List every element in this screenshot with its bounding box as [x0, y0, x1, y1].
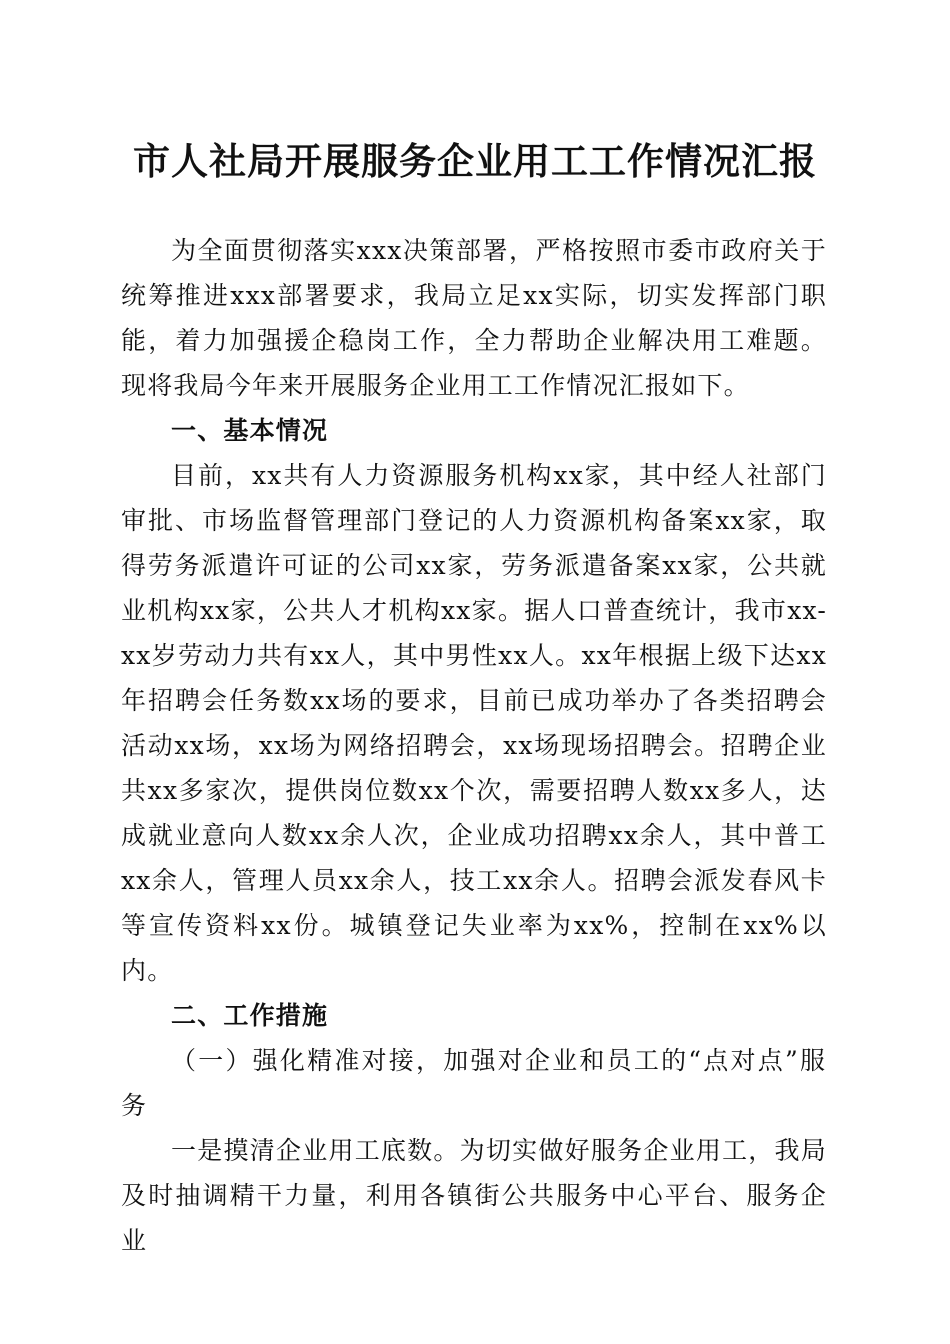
precise-docking-paragraph: 一是摸清企业用工底数。为切实做好服务企业用工，我局及时抽调精干力量，利用各镇街公共服务中心平台、服务企业 [121, 1136, 827, 1255]
document-body [121, 228, 827, 1263]
document-title: 市人社局开展服务企业用工工作情况汇报 [133, 139, 817, 183]
section-heading-basic-situation: 一、基本情况 [171, 416, 329, 445]
basic-situation-paragraph: 目前，xx共有人力资源服务机构xx家，其中经人社部门审批、市场监督管理部门登记的人力资源机构备案xx家，取得劳务派遣许可证的公司xx家，劳务派遣备案xx家，公共就业机构xx家，公共人才机构xx家。据人口普查统计，我市xx-xx岁劳动力共有xx人，其中男性xx人。xx年根据上级下达xx年招聘会任务数xx场的要求，目前已成功举办了各类招聘会活动xx场，xx场为网络招聘会，xx场现场招聘会。招聘企业共xx多家次，提供岗位数xx个次，需要招聘人数xx多人，达成就业意向人数xx余人次，企业成功招聘xx余人，其中普工xx余人，管理人员xx余人，技工xx余人。招聘会派发春风卡等宣传资料xx份。城镇登记失业率为xx%，控制在xx%以内。 [121, 461, 827, 985]
intro-paragraph: 为全面贯彻落实xxx决策部署，严格按照市委市政府关于统筹推进xxx部署要求，我局立足xx实际，切实发挥部门职能，着力加强援企稳岗工作，全力帮助企业解决用工难题。现将我局今年来开展服务企业用工工作情况汇报如下。 [121, 236, 827, 400]
subsection-heading-precise-docking: （一）强化精准对接，加强对企业和员工的“点对点”服务 [121, 1046, 827, 1120]
section-heading-work-measures: 二、工作措施 [171, 1001, 329, 1030]
